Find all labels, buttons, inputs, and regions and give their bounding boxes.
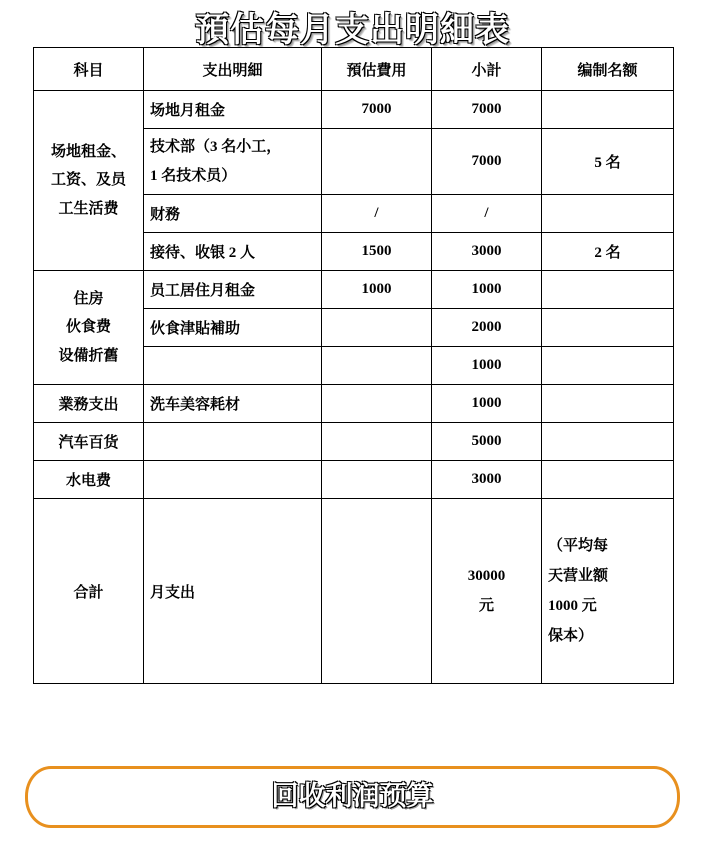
detail-cell: 场地月租金 xyxy=(144,91,322,129)
category-cell-business-expense: 業務支出 xyxy=(34,385,144,423)
table-row-total xyxy=(34,499,674,684)
quota-cell xyxy=(542,385,674,423)
estimate-cell xyxy=(322,129,432,195)
category-cell-rent-salary xyxy=(34,91,144,271)
detail-cell: 伙食津貼補助 xyxy=(144,309,322,347)
category-line-3: 工生活费 xyxy=(58,200,119,217)
table-header-row xyxy=(34,48,674,91)
profit-banner-text: 回收利润预算 xyxy=(271,781,434,812)
detail-cell xyxy=(144,423,322,461)
detail-cell xyxy=(144,461,322,499)
subtotal-cell: 5000 xyxy=(432,423,542,461)
total-note-line-1: （平均每 xyxy=(548,538,609,554)
estimate-cell: / xyxy=(322,195,432,233)
subtotal-cell: 1000 xyxy=(432,347,542,385)
detail-cell: 财務 xyxy=(144,195,322,233)
detail-line-1: 技术部（3 名小工， xyxy=(150,139,282,155)
detail-cell: 接待、收银 2 人 xyxy=(144,233,322,271)
detail-cell: 员工居住月租金 xyxy=(144,271,322,309)
estimate-cell: 1500 xyxy=(322,233,432,271)
subtotal-cell: 3000 xyxy=(432,461,542,499)
estimate-cell: 1000 xyxy=(322,271,432,309)
subtotal-cell: 7000 xyxy=(432,91,542,129)
table-row xyxy=(34,423,674,461)
column-header-detail: 支出明細 xyxy=(144,48,322,91)
table-row xyxy=(34,91,674,129)
total-subtotal-line-1: 30000 xyxy=(467,568,506,584)
budget-table xyxy=(33,47,674,684)
total-note-line-4: 保本） xyxy=(548,628,594,644)
category-cell-utilities: 水电费 xyxy=(34,461,144,499)
subtotal-cell: 7000 xyxy=(432,129,542,195)
subtotal-cell: / xyxy=(432,195,542,233)
estimate-cell xyxy=(322,385,432,423)
category-line-1: 场地租金、 xyxy=(50,143,126,160)
category-line-2: 工资、及员 xyxy=(50,172,126,189)
category-cell-auto-goods: 汽车百货 xyxy=(34,423,144,461)
column-header-subtotal: 小計 xyxy=(432,48,542,91)
total-subtotal-cell xyxy=(432,499,542,684)
detail-line-2: 1 名技术员） xyxy=(150,167,237,184)
table-row xyxy=(34,461,674,499)
quota-cell xyxy=(542,195,674,233)
detail-cell xyxy=(144,129,322,195)
total-label-cell: 合計 xyxy=(34,499,144,684)
subtotal-cell: 1000 xyxy=(432,385,542,423)
quota-cell: 2 名 xyxy=(542,233,674,271)
total-estimate-cell xyxy=(322,499,432,684)
column-header-quota: 编制名额 xyxy=(542,48,674,91)
category-cell-housing-food-depreciation xyxy=(34,271,144,385)
column-header-estimate: 預估費用 xyxy=(322,48,432,91)
total-detail-cell: 月支出 xyxy=(144,499,322,684)
quota-cell xyxy=(542,423,674,461)
table-row xyxy=(34,271,674,309)
detail-cell: 洗车美容耗材 xyxy=(144,385,322,423)
quota-cell xyxy=(542,271,674,309)
quota-cell xyxy=(542,91,674,129)
category-line-1: 住房 xyxy=(73,290,104,307)
estimate-cell xyxy=(322,423,432,461)
quota-cell xyxy=(542,461,674,499)
total-note-line-3: 1000 元 xyxy=(548,598,597,614)
quota-cell xyxy=(542,347,674,385)
estimate-cell xyxy=(322,461,432,499)
subtotal-cell: 2000 xyxy=(432,309,542,347)
estimate-cell: 7000 xyxy=(322,91,432,129)
estimate-cell xyxy=(322,347,432,385)
total-note-line-2: 天营业额 xyxy=(548,568,609,584)
table-row xyxy=(34,385,674,423)
quota-cell xyxy=(542,309,674,347)
subtotal-cell: 1000 xyxy=(432,271,542,309)
subtotal-cell: 3000 xyxy=(432,233,542,271)
category-line-3: 设備折舊 xyxy=(58,347,119,364)
detail-cell xyxy=(144,347,322,385)
estimate-cell xyxy=(322,309,432,347)
total-subtotal-line-2: 元 xyxy=(478,598,494,614)
column-header-subject: 科目 xyxy=(34,48,144,91)
total-note-cell xyxy=(542,499,674,684)
quota-cell: 5 名 xyxy=(542,129,674,195)
document-title: 預估每月支出明細表 xyxy=(195,10,510,50)
category-line-2: 伙食费 xyxy=(65,319,111,336)
